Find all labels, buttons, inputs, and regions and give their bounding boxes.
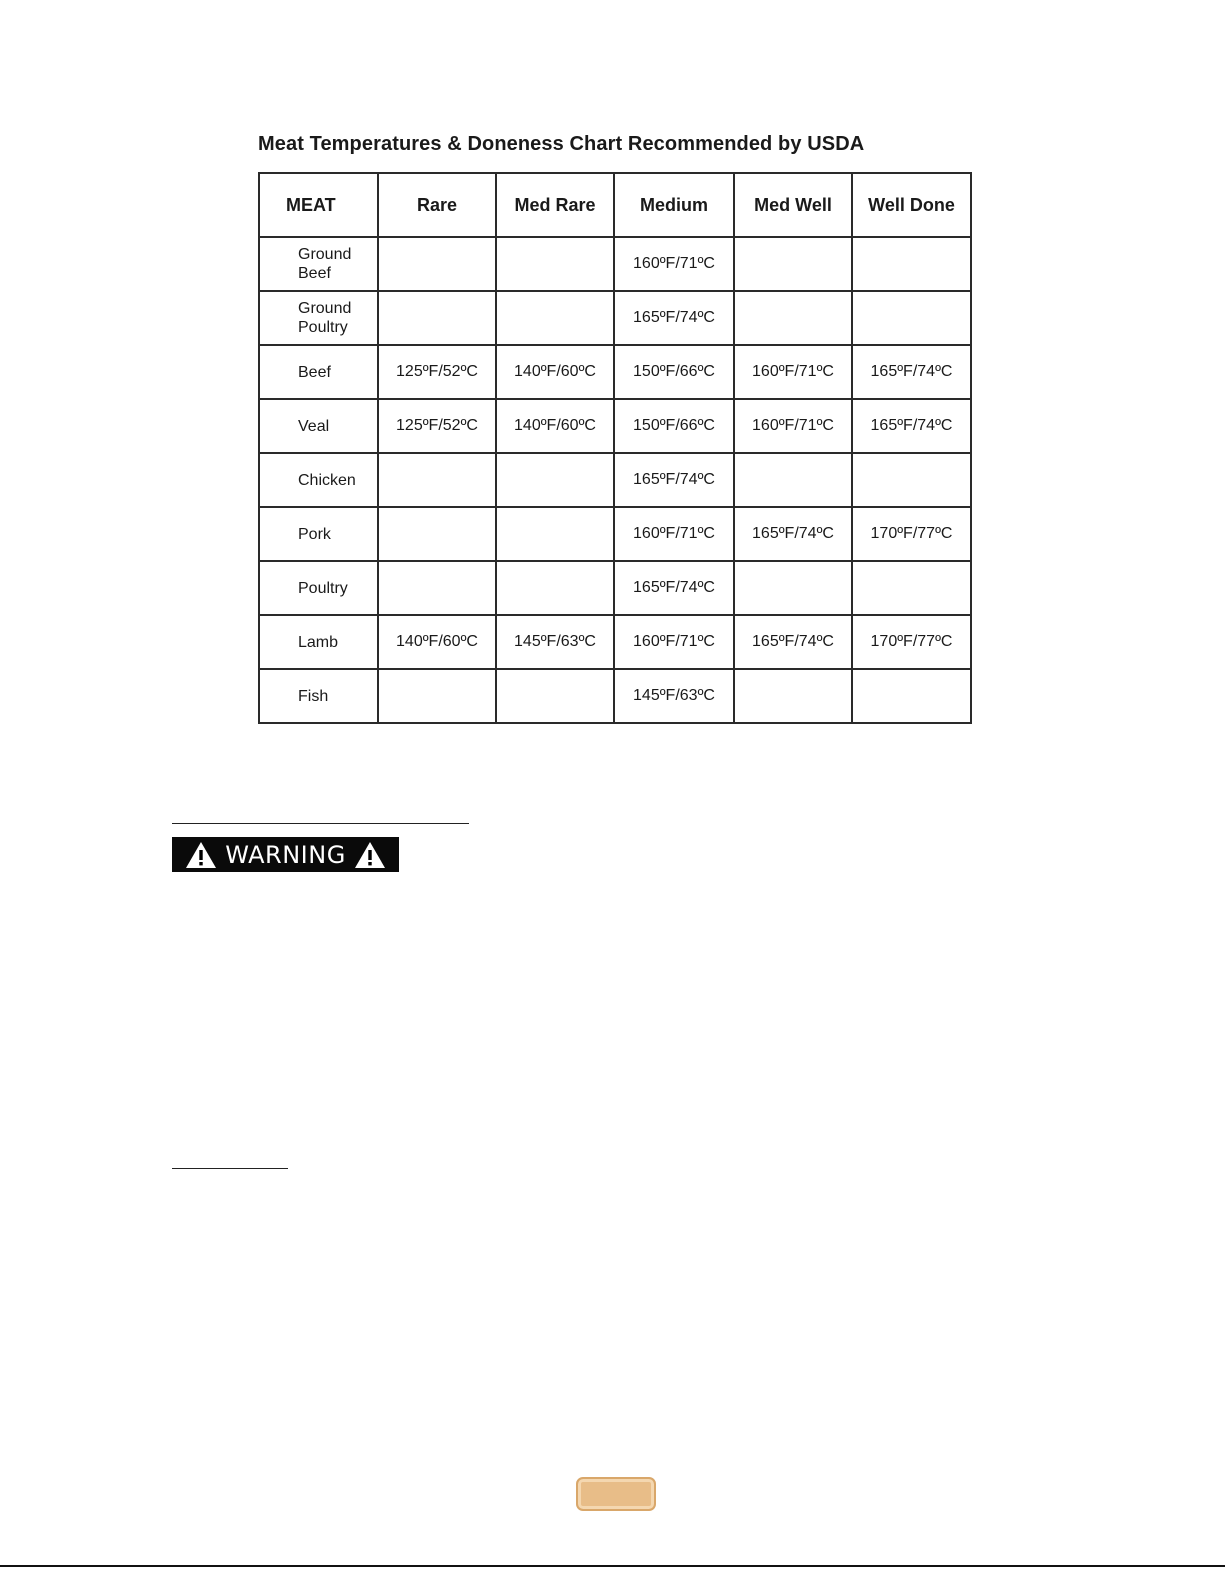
doneness-table (258, 172, 972, 724)
med-well-cell: 165ºF/74ºC (734, 615, 852, 669)
well-done-cell (852, 561, 971, 615)
meat-cell: Ground Beef (259, 237, 378, 291)
meat-cell: Beef (259, 345, 378, 399)
warning-label: WARNING (225, 840, 346, 869)
well-done-cell (852, 669, 971, 723)
table-row (259, 507, 971, 561)
column-header-well-done: Well Done (852, 173, 971, 237)
table-row (259, 669, 971, 723)
column-header-medium: Medium (614, 173, 734, 237)
meat-cell: Poultry (259, 561, 378, 615)
column-header-med-well: Med Well (734, 173, 852, 237)
medium-cell: 160ºF/71ºC (614, 237, 734, 291)
med-well-cell (734, 291, 852, 345)
medium-cell: 145ºF/63ºC (614, 669, 734, 723)
rare-cell (378, 561, 496, 615)
table-row (259, 237, 971, 291)
table-row (259, 345, 971, 399)
well-done-cell: 170ºF/77ºC (852, 507, 971, 561)
med-rare-cell: 145ºF/63ºC (496, 615, 614, 669)
rare-cell (378, 669, 496, 723)
warning-triangle-icon (354, 841, 386, 869)
well-done-cell (852, 291, 971, 345)
well-done-cell: 165ºF/74ºC (852, 399, 971, 453)
med-rare-cell (496, 507, 614, 561)
chart-title: Meat Temperatures & Doneness Chart Recommended by USDA (258, 133, 865, 155)
medium-cell: 165ºF/74ºC (614, 453, 734, 507)
rare-cell: 140ºF/60ºC (378, 615, 496, 669)
table-row (259, 615, 971, 669)
rare-cell (378, 291, 496, 345)
med-rare-cell (496, 561, 614, 615)
well-done-cell: 165ºF/74ºC (852, 345, 971, 399)
column-header-meat: MEAT (259, 173, 378, 237)
rare-cell: 125ºF/52ºC (378, 399, 496, 453)
med-rare-cell (496, 291, 614, 345)
table-row (259, 453, 971, 507)
med-well-cell (734, 669, 852, 723)
meat-cell: Lamb (259, 615, 378, 669)
med-rare-cell (496, 237, 614, 291)
column-header-rare: Rare (378, 173, 496, 237)
med-well-cell (734, 237, 852, 291)
page-bottom-border (0, 1565, 1225, 1567)
column-header-med-rare: Med Rare (496, 173, 614, 237)
meat-cell: Veal (259, 399, 378, 453)
med-well-cell: 160ºF/71ºC (734, 345, 852, 399)
medium-cell: 160ºF/71ºC (614, 507, 734, 561)
med-well-cell: 165ºF/74ºC (734, 507, 852, 561)
table-row (259, 561, 971, 615)
meat-cell: Ground Poultry (259, 291, 378, 345)
med-well-cell (734, 453, 852, 507)
section-divider (172, 823, 469, 824)
meat-cell: Pork (259, 507, 378, 561)
rare-cell (378, 453, 496, 507)
table-row (259, 291, 971, 345)
med-well-cell: 160ºF/71ºC (734, 399, 852, 453)
page-number-tab (576, 1477, 656, 1511)
medium-cell: 165ºF/74ºC (614, 291, 734, 345)
section-divider (172, 1168, 288, 1169)
well-done-cell: 170ºF/77ºC (852, 615, 971, 669)
rare-cell (378, 507, 496, 561)
medium-cell: 160ºF/71ºC (614, 615, 734, 669)
well-done-cell (852, 237, 971, 291)
meat-cell: Fish (259, 669, 378, 723)
meat-cell: Chicken (259, 453, 378, 507)
well-done-cell (852, 453, 971, 507)
warning-triangle-icon (185, 841, 217, 869)
rare-cell: 125ºF/52ºC (378, 345, 496, 399)
med-rare-cell (496, 453, 614, 507)
med-well-cell (734, 561, 852, 615)
warning-banner (172, 837, 399, 872)
med-rare-cell: 140ºF/60ºC (496, 345, 614, 399)
medium-cell: 165ºF/74ºC (614, 561, 734, 615)
table-header-row (259, 173, 971, 237)
medium-cell: 150ºF/66ºC (614, 345, 734, 399)
med-rare-cell: 140ºF/60ºC (496, 399, 614, 453)
med-rare-cell (496, 669, 614, 723)
table-row (259, 399, 971, 453)
medium-cell: 150ºF/66ºC (614, 399, 734, 453)
rare-cell (378, 237, 496, 291)
